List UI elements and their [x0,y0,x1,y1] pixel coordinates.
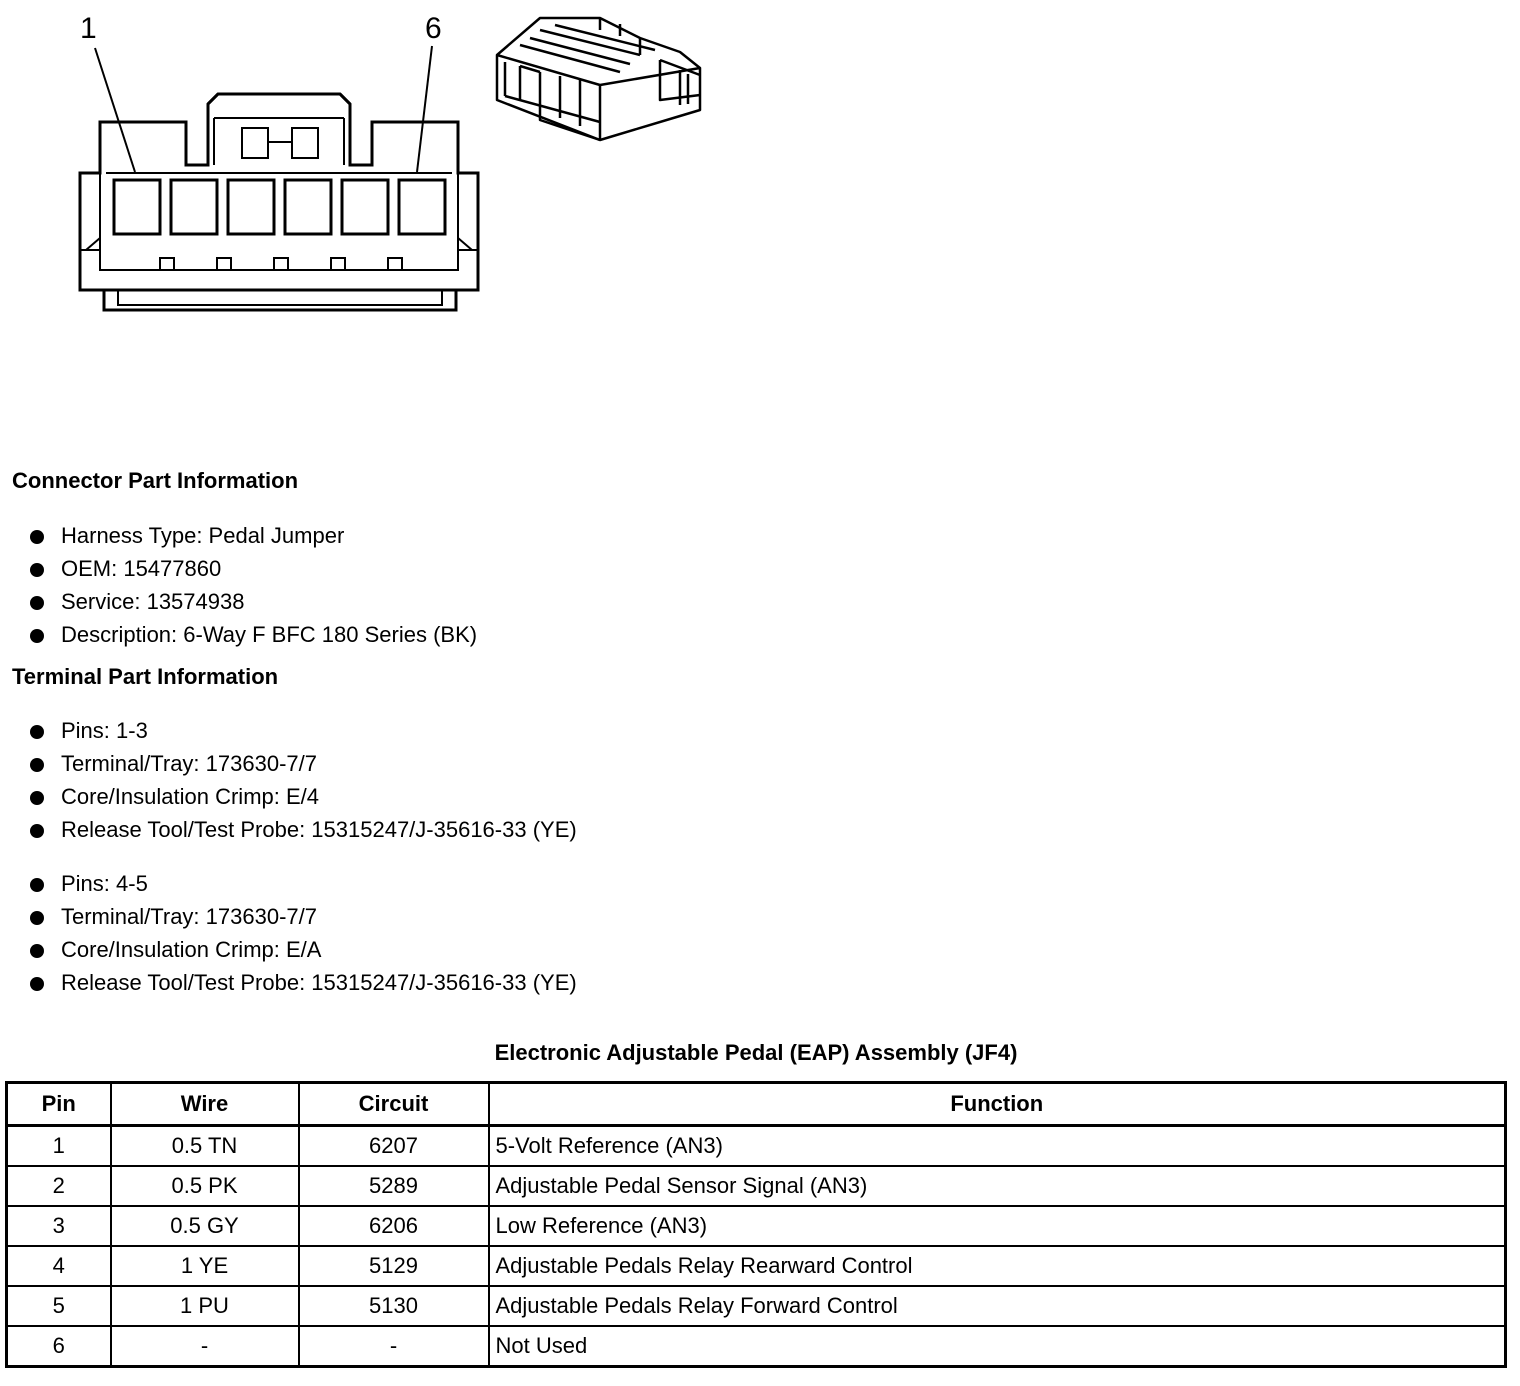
pinout-table [5,1081,1507,1368]
bullet-icon [30,596,44,610]
pin-cell: 3 [7,1206,111,1246]
table-row [7,1206,1506,1246]
list-item: OEM: 15477860 [30,556,477,589]
bullet-icon [30,629,44,643]
bullet-icon [30,944,44,958]
table-row [7,1126,1506,1167]
bullet-icon [30,758,44,772]
function-cell: 5-Volt Reference (AN3) [489,1126,1506,1167]
table-header-row [7,1083,1506,1126]
terminal-part-info-list-2 [30,871,577,1003]
pin-cavity-4 [285,180,331,234]
pin-cavities [114,180,445,234]
list-item: Core/Insulation Crimp: E/A [30,937,577,970]
bullet-icon [30,791,44,805]
wire-cell: 0.5 TN [111,1126,299,1167]
pin-cell: 6 [7,1326,111,1367]
connector-diagram [0,0,760,330]
function-cell: Adjustable Pedals Relay Forward Control [489,1286,1506,1326]
pin-cavity-3 [228,180,274,234]
connector-face-drawing [0,0,760,330]
wire-cell: - [111,1326,299,1367]
terminal-part-info-title: Terminal Part Information [12,664,279,689]
bullet-icon [30,824,44,838]
callout-pin-6: 6 [425,12,442,45]
list-item: Terminal/Tray: 173630-7/7 [30,751,577,784]
pin-cavity-6 [399,180,445,234]
wire-cell: 1 YE [111,1246,299,1286]
circuit-cell: 6207 [299,1126,489,1167]
list-item: Terminal/Tray: 173630-7/7 [30,904,577,937]
table-row [7,1246,1506,1286]
list-item: Core/Insulation Crimp: E/4 [30,784,577,817]
list-item: Pins: 4-5 [30,871,577,904]
circuit-cell: 5289 [299,1166,489,1206]
function-cell: Not Used [489,1326,1506,1367]
wire-cell: 0.5 GY [111,1206,299,1246]
bullet-icon [30,911,44,925]
wire-cell: 1 PU [111,1286,299,1326]
connector-part-info-title: Connector Part Information [12,468,299,493]
connector-part-info-list [30,523,477,655]
pinout-table-title: Electronic Adjustable Pedal (EAP) Assembly (JF4) [494,1040,1018,1065]
list-item: Release Tool/Test Probe: 15315247/J-35616-33 (YE) [30,817,577,850]
list-item: Pins: 1-3 [30,718,577,751]
circuit-cell: 5130 [299,1286,489,1326]
callout-pin-1: 1 [80,12,97,45]
wire-cell: 0.5 PK [111,1166,299,1206]
bullet-icon [30,725,44,739]
bullet-icon [30,563,44,577]
connector-iso-view [497,18,700,140]
circuit-cell: 6206 [299,1206,489,1246]
table-row [7,1326,1506,1367]
pin-cell: 4 [7,1246,111,1286]
bullet-icon [30,977,44,991]
list-item: Harness Type: Pedal Jumper [30,523,477,556]
column-header-wire: Wire [111,1083,299,1126]
list-item: Service: 13574938 [30,589,477,622]
pin-cavity-5 [342,180,388,234]
terminal-part-info-list-1 [30,718,577,850]
pin-cavity-1 [114,180,160,234]
bullet-icon [30,878,44,892]
column-header-function: Function [489,1083,1506,1126]
column-header-circuit: Circuit [299,1083,489,1126]
list-item: Release Tool/Test Probe: 15315247/J-35616-33 (YE) [30,970,577,1003]
table-row [7,1166,1506,1206]
pin-cell: 5 [7,1286,111,1326]
circuit-cell: 5129 [299,1246,489,1286]
circuit-cell: - [299,1326,489,1367]
pin-cavity-2 [171,180,217,234]
column-header-pin: Pin [7,1083,111,1126]
function-cell: Adjustable Pedal Sensor Signal (AN3) [489,1166,1506,1206]
list-item: Description: 6-Way F BFC 180 Series (BK) [30,622,477,655]
function-cell: Adjustable Pedals Relay Rearward Control [489,1246,1506,1286]
leader-line-pin-6 [417,46,432,172]
table-row [7,1286,1506,1326]
bullet-icon [30,530,44,544]
pin-cell: 1 [7,1126,111,1167]
pin-cell: 2 [7,1166,111,1206]
function-cell: Low Reference (AN3) [489,1206,1506,1246]
